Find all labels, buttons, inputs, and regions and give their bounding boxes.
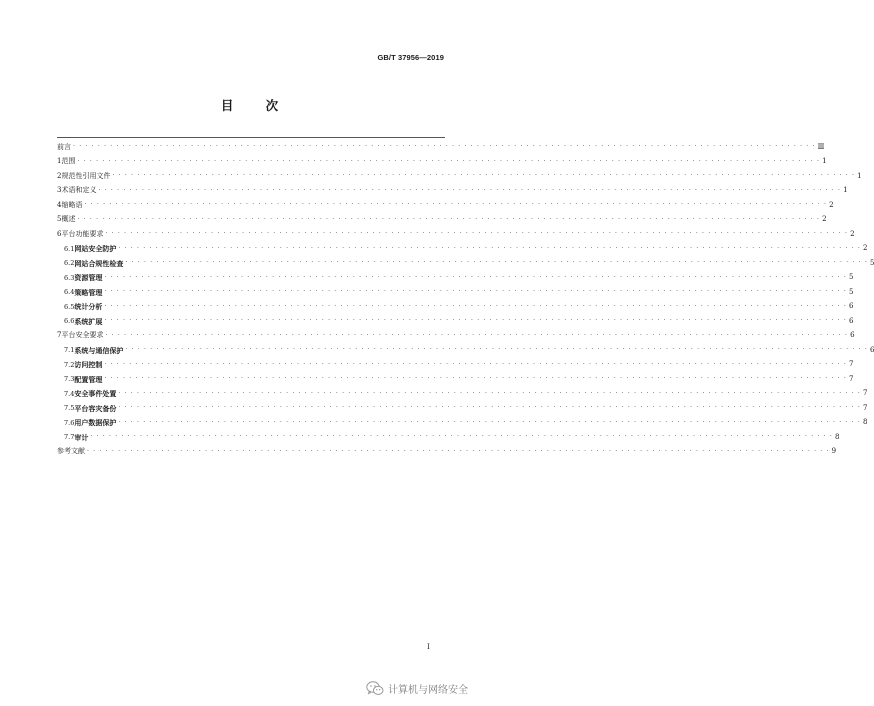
toc-entry-number: 6.1 xyxy=(64,244,75,253)
toc-leader-dots: · · · · · · · · · · · · · · · · · · · · · · · · · · · · · · · · · · · · · · · · · · · · · · · · · · · · · · · · · · · · · · · · · · · · · · · · · · · · · · · · · · · · · · · · · · · · · · · · · · · · · · · · · · · · · · · · · · · · · · · · xyxy=(104,288,847,296)
toc-entry-page: 2 xyxy=(829,200,834,209)
toc-entry[interactable] xyxy=(57,227,855,242)
toc-entry-page: 7 xyxy=(848,360,854,369)
toc-entry-number: 6.6 xyxy=(64,317,75,325)
toc-entry-label: 平台容灾备份 xyxy=(74,403,117,413)
toc-leader-dots: · · · · · · · · · · · · · · · · · · · · · · · · · · · · · · · · · · · · · · · · · · · · · · · · · · · · · · · · · · · · · · · · · · · · · · · · · · · · · · · · · · · · · · · · · · · · · · · · · · · · · · · · · · · · · · · · · · · · · · · · xyxy=(104,375,847,383)
toc-entry[interactable] xyxy=(57,256,874,271)
toc-entry-label: 范围 xyxy=(61,157,76,166)
toc-entry[interactable] xyxy=(57,358,854,373)
toc-entry[interactable] xyxy=(57,169,862,184)
toc-entry[interactable] xyxy=(57,430,840,445)
toc-entry-page: 6 xyxy=(850,331,855,340)
toc-entry-label: 参考文献 xyxy=(57,447,85,456)
toc-title: 目 次 xyxy=(220,98,293,113)
toc-leader-dots: · · · · · · · · · · · · · · · · · · · · · · · · · · · · · · · · · · · · · · · · · · · · · · · · · · · · · · · · · · · · · · · · · · · · · · · · · · · · · · · · · · · · · · · · · · · · · · · · · · · · · · · · · · · · · · · · · · · · · · · · xyxy=(87,447,830,455)
toc-entry-page: 1 xyxy=(822,157,827,166)
toc-entry[interactable] xyxy=(57,372,854,387)
toc-entry[interactable] xyxy=(57,198,834,213)
toc-entry[interactable] xyxy=(57,445,837,460)
toc-entry-page: 8 xyxy=(834,432,840,441)
toc-entry-page: 2 xyxy=(850,229,855,238)
toc-entry-page: 7 xyxy=(862,389,868,398)
toc-entry[interactable] xyxy=(57,343,874,358)
toc-leader-dots: · · · · · · · · · · · · · · · · · · · · · · · · · · · · · · · · · · · · · · · · · · · · · · · · · · · · · · · · · · · · · · · · · · · · · · · · · · · · · · · · · · · · · · · · · · · · · · · · · · · · · · · · · · · · · · · · · · · · · · · · xyxy=(105,331,849,339)
toc-entry-label: 网站合规性检查 xyxy=(74,258,124,268)
toc-entry-number: 7.3 xyxy=(64,375,75,383)
toc-entry-page: 8 xyxy=(862,418,868,427)
toc-entry-number: 6 xyxy=(57,229,62,238)
toc-entry-label: 系统扩展 xyxy=(74,316,103,326)
toc-entry-page: 5 xyxy=(848,287,854,296)
toc-leader-dots: · · · · · · · · · · · · · · · · · · · · · · · · · · · · · · · · · · · · · · · · · · · · · · · · · · · · · · · · · · · · · · · · · · · · · · · · · · · · · · · · · · · · · · · · · · · · · · · · · · · · · · · · · · · · · · · · · · · · · · · · xyxy=(112,172,856,180)
toc-entry-label: 统计分析 xyxy=(74,302,103,312)
toc-entry[interactable] xyxy=(57,285,854,300)
toc-leader-dots: · · · · · · · · · · · · · · · · · · · · · · · · · · · · · · · · · · · · · · · · · · · · · · · · · · · · · · · · · · · · · · · · · · · · · · · · · · · · · · · · · · · · · · · · · · · · · · · · · · · · · · · · · · · · · · · · · · · · · · · · xyxy=(125,259,868,267)
wechat-icon xyxy=(366,681,384,696)
toc-entry-number: 3 xyxy=(57,186,62,195)
toc-entry-page: 6 xyxy=(869,345,874,354)
toc-leader-dots: · · · · · · · · · · · · · · · · · · · · · · · · · · · · · · · · · · · · · · · · · · · · · · · · · · · · · · · · · · · · · · · · · · · · · · · · · · · · · · · · · · · · · · · · · · · · · · · · · · · · · · · · · · · · · · · · · · · · · · · · xyxy=(125,346,868,354)
toc-entry-label: 策略管理 xyxy=(74,287,103,297)
toc-divider xyxy=(57,137,445,138)
toc-entry-label: 访问控制 xyxy=(74,360,103,370)
toc-entry-page: 1 xyxy=(857,171,862,180)
toc-entry-number: 6.2 xyxy=(64,259,75,267)
toc-entry-page: 7 xyxy=(848,374,854,383)
toc-entry-label: 系统与通信保护 xyxy=(74,345,124,355)
toc-entry[interactable] xyxy=(57,242,868,257)
toc-entry-label: 概述 xyxy=(61,215,76,224)
toc-leader-dots: · · · · · · · · · · · · · · · · · · · · · · · · · · · · · · · · · · · · · · · · · · · · · · · · · · · · · · · · · · · · · · · · · · · · · · · · · · · · · · · · · · · · · · · · · · · · · · · · · · · · · · · · · · · · · · · · · · · · · · · · xyxy=(118,389,861,397)
toc-leader-dots: · · · · · · · · · · · · · · · · · · · · · · · · · · · · · · · · · · · · · · · · · · · · · · · · · · · · · · · · · · · · · · · · · · · · · · · · · · · · · · · · · · · · · · · · · · · · · · · · · · · · · · · · · · · · · · · · · · · · · · · · xyxy=(104,302,847,310)
toc-leader-dots: · · · · · · · · · · · · · · · · · · · · · · · · · · · · · · · · · · · · · · · · · · · · · · · · · · · · · · · · · · · · · · · · · · · · · · · · · · · · · · · · · · · · · · · · · · · · · · · · · · · · · · · · · · · · · · · · · · · · · · · · xyxy=(104,273,847,281)
toc-entry[interactable] xyxy=(57,140,825,155)
toc-entry-number: 6.4 xyxy=(64,288,75,296)
toc-entry[interactable] xyxy=(57,155,827,170)
toc-entry[interactable] xyxy=(57,416,868,431)
toc-entry[interactable] xyxy=(57,271,854,286)
toc-entry-page: 7 xyxy=(862,403,868,412)
toc-entry-page: Ⅲ xyxy=(817,142,825,151)
toc-leader-dots: · · · · · · · · · · · · · · · · · · · · · · · · · · · · · · · · · · · · · · · · · · · · · · · · · · · · · · · · · · · · · · · · · · · · · · · · · · · · · · · · · · · · · · · · · · · · · · · · · · · · · · · · · · · · · · · · · · · · · · · · xyxy=(118,244,861,252)
toc-leader-dots: · · · · · · · · · · · · · · · · · · · · · · · · · · · · · · · · · · · · · · · · · · · · · · · · · · · · · · · · · · · · · · · · · · · · · · · · · · · · · · · · · · · · · · · · · · · · · · · · · · · · · · · · · · · · · · · · · · · · · · · · xyxy=(98,186,842,194)
standard-code: GB/T 37956—2019 xyxy=(377,53,444,62)
toc-entry[interactable] xyxy=(57,329,855,344)
toc-entry-page: 9 xyxy=(831,447,837,456)
toc-entry-number: 7.6 xyxy=(64,418,75,427)
toc-entry-page: 5 xyxy=(848,273,854,282)
toc-leader-dots: · · · · · · · · · · · · · · · · · · · · · · · · · · · · · · · · · · · · · · · · · · · · · · · · · · · · · · · · · · · · · · · · · · · · · · · · · · · · · · · · · · · · · · · · · · · · · · · · · · · · · · · · · · · · · · · · · · · · · · · · xyxy=(104,360,847,368)
toc-leader-dots: · · · · · · · · · · · · · · · · · · · · · · · · · · · · · · · · · · · · · · · · · · · · · · · · · · · · · · · · · · · · · · · · · · · · · · · · · · · · · · · · · · · · · · · · · · · · · · · · · · · · · · · · · · · · · · · · · · · · · · · · xyxy=(104,317,847,325)
toc-leader-dots: · · · · · · · · · · · · · · · · · · · · · · · · · · · · · · · · · · · · · · · · · · · · · · · · · · · · · · · · · · · · · · · · · · · · · · · · · · · · · · · · · · · · · · · · · · · · · · · · · · · · · · · · · · · · · · · · · · · · · · · · xyxy=(118,418,861,426)
toc-entry-number: 6.3 xyxy=(64,273,75,282)
toc-entry-page: 2 xyxy=(822,215,827,224)
toc-entry-label: 平台安全要求 xyxy=(61,331,104,340)
watermark-text: 计算机与网络安全 xyxy=(388,685,468,696)
toc-entry-label: 平台功能要求 xyxy=(61,229,104,238)
toc-leader-dots: · · · · · · · · · · · · · · · · · · · · · · · · · · · · · · · · · · · · · · · · · · · · · · · · · · · · · · · · · · · · · · · · · · · · · · · · · · · · · · · · · · · · · · · · · · · · · · · · · · · · · · · · · · · · · · · · · · · · · · · · xyxy=(90,433,833,441)
watermark xyxy=(366,681,468,696)
toc-leader-dots: · · · · · · · · · · · · · · · · · · · · · · · · · · · · · · · · · · · · · · · · · · · · · · · · · · · · · · · · · · · · · · · · · · · · · · · · · · · · · · · · · · · · · · · · · · · · · · · · · · · · · · · · · · · · · · · · · · · · · · · · xyxy=(77,157,821,165)
toc-entry-label: 安全事件处置 xyxy=(74,389,117,399)
toc-entry-label: 用户数据保护 xyxy=(74,418,117,428)
toc-entry-number: 6.5 xyxy=(64,302,75,311)
toc-leader-dots: · · · · · · · · · · · · · · · · · · · · · · · · · · · · · · · · · · · · · · · · · · · · · · · · · · · · · · · · · · · · · · · · · · · · · · · · · · · · · · · · · · · · · · · · · · · · · · · · · · · · · · · · · · · · · · · · · · · · · · · · xyxy=(105,230,849,238)
toc-entry-number: 7.4 xyxy=(64,389,75,398)
toc-entry-number: 7.2 xyxy=(64,360,75,369)
toc-entry-number: 7.5 xyxy=(64,404,75,412)
toc-entry-page: 1 xyxy=(843,186,848,195)
toc-entry-number: 5 xyxy=(57,215,62,224)
toc-entry[interactable] xyxy=(57,300,854,315)
toc-entry-page: 6 xyxy=(848,316,854,325)
toc-entry[interactable] xyxy=(57,184,848,199)
toc-entry-page: 6 xyxy=(848,302,854,311)
toc-entry-page: 2 xyxy=(862,244,868,253)
toc-leader-dots: · · · · · · · · · · · · · · · · · · · · · · · · · · · · · · · · · · · · · · · · · · · · · · · · · · · · · · · · · · · · · · · · · · · · · · · · · · · · · · · · · · · · · · · · · · · · · · · · · · · · · · · · · · · · · · · · · · · · · · · · xyxy=(118,404,861,412)
toc-leader-dots: · · · · · · · · · · · · · · · · · · · · · · · · · · · · · · · · · · · · · · · · · · · · · · · · · · · · · · · · · · · · · · · · · · · · · · · · · · · · · · · · · · · · · · · · · · · · · · · · · · · · · · · · · · · · · · · · · · · · · · · · xyxy=(84,201,828,209)
page-number: I xyxy=(427,643,430,651)
toc-entry-number: 7 xyxy=(57,331,62,340)
toc-entry-label: 术语和定义 xyxy=(61,186,97,195)
toc-leader-dots: · · · · · · · · · · · · · · · · · · · · · · · · · · · · · · · · · · · · · · · · · · · · · · · · · · · · · · · · · · · · · · · · · · · · · · · · · · · · · · · · · · · · · · · · · · · · · · · · · · · · · · · · · · · · · · · · · · · · · · · · xyxy=(77,215,821,223)
toc-entry-label: 审计 xyxy=(74,432,89,442)
toc-entry[interactable] xyxy=(57,401,868,416)
toc-entry-number: 7.7 xyxy=(64,433,75,441)
toc-entry-label: 前言 xyxy=(57,142,71,151)
toc-entry-label: 缩略语 xyxy=(61,200,83,209)
toc-entry[interactable] xyxy=(57,387,868,402)
toc-entry-number: 2 xyxy=(57,171,62,180)
toc-entry-page: 5 xyxy=(869,258,874,267)
toc-entry-number: 4 xyxy=(57,200,62,209)
toc-entry[interactable] xyxy=(57,314,854,329)
toc-entry-label: 网站安全防护 xyxy=(74,244,117,254)
toc-leader-dots: · · · · · · · · · · · · · · · · · · · · · · · · · · · · · · · · · · · · · · · · · · · · · · · · · · · · · · · · · · · · · · · · · · · · · · · · · · · · · · · · · · · · · · · · · · · · · · · · · · · · · · · · · · · · · · · · · · · · · · · · xyxy=(73,143,816,151)
toc-entry-number: 1 xyxy=(57,157,62,166)
toc-entry-number: 7.1 xyxy=(64,346,75,354)
table-of-contents xyxy=(57,140,874,459)
toc-entry-label: 配置管理 xyxy=(74,374,103,384)
toc-entry-label: 规范性引用文件 xyxy=(61,171,111,180)
toc-entry-label: 资源管理 xyxy=(74,273,103,283)
toc-entry[interactable] xyxy=(57,213,827,228)
